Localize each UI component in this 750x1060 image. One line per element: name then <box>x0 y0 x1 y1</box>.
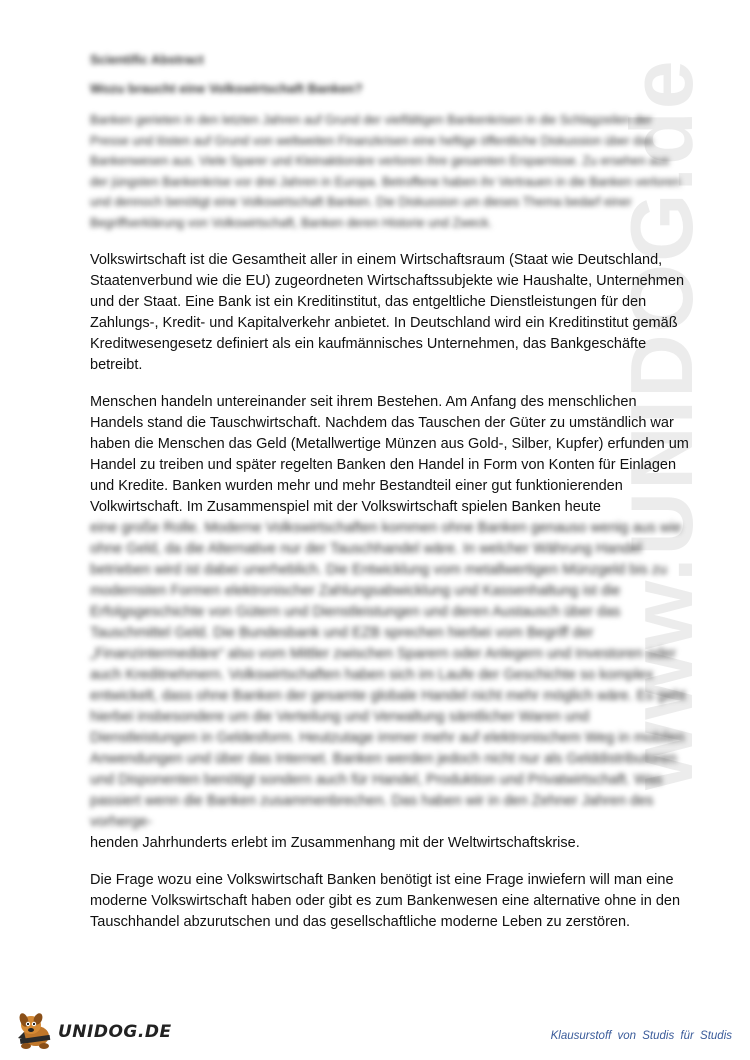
document-body <box>90 52 690 933</box>
paragraph-history <box>90 392 690 854</box>
dog-mascot-icon <box>14 1010 56 1050</box>
paragraph-history-visible: Menschen handeln untereinander seit ihrem Bestehen. Am Anfang des menschlichen Handels stand die Tauschwirtschaft. Nachdem das Tauschen der Güter zu umständlich war haben die Menschen das Geld (Metallwertige Münzen aus Gold-, Silber, Kupfer) erfunden um Handel zu treiben und später regelten Banken den Handel in Form von Konten für Einlagen und Kredite. Banken wurden mehr und mehr Bestandteil einer gut funktionierenden Volkwirtschaft. Im Zusammenspiel mit der Volkswirtschaft spielen Banken heute <box>90 393 689 515</box>
paragraph-history-blurred: eine große Rolle. Moderne Volkswirtschaften kommen ohne Banken genauso wenig aus wie ohne Geld, da die Alternative nur der Tauschhandel wäre. In welcher Währung Handel betrieben wird ist dabei unerheblich. Die Entwicklung vom metallwertigen Münzgeld bis zu modernsten Formen elektronischer Zahlungsabwicklung und Kassenhaltung ist die Erfolgsgeschichte von Gütern und Dienstleistungen und deren Austausch über das Tauschmittel Geld. Die Bundesbank und EZB sprechen hierbei vom Begriff der „Finanzintermediäre“ also vom Mittler zwischen Sparern oder Anlegern und Investoren oder auch Kreditnehmern. Volkswirtschaften haben sich im Laufe der Geschichte so komplex entwickelt, dass ohne Banken der gesamte globale Handel nicht mehr möglich wäre. Es geht hierbei insbesondere um die Verteilung und Verwaltung sämtlicher Waren und Dienstleistungen in Geldesform. Heutzutage immer mehr auf elektronischem Weg in mobilen Anwendungen und über das Internet. Banken werden jedoch nicht nur als Gelddistributoren und Disponenten benötigt sondern auch für Handel, Produktion und Privatwirtschaft. Was passiert wenn die Banken zusammenbrechen. Das haben wir in den Zehner Jahren des vorherge- <box>90 519 686 830</box>
unidog-logo[interactable] <box>14 1010 172 1050</box>
paragraph-definition: Volkswirtschaft ist die Gesamtheit aller in einem Wirtschaftsraum (Staat wie Deutschland, Staatenverbund wie die EU) zugeordneten Wirtschaftssubjekte wie Haushalte, Unternehmen und der Staat. Eine Bank ist ein Kreditinstitut, das entgeltliche Dienstleistungen für den Zahlungs-, Kredit- und Kapitalverkehr anbietet. In Deutschland wird ein Kreditinstitut gemäß Kreditwesengesetz definiert als ein kaufmännisches Unternehmen, das Bankgeschäfte betreibt. <box>90 251 685 373</box>
footer-slogan: Klausurstoff von Studis für Studis <box>550 1030 732 1042</box>
paragraph-conclusion: Die Frage wozu eine Volkswirtschaft Banken benötigt ist eine Frage inwiefern will man eine moderne Volkswirtschaft haben oder gibt es zum Bankenwesen eine alternative ohne in den Tauschhandel abzurutschen und das gesellschaftliche moderne Leben zu zerstören. <box>90 871 681 930</box>
document-title: Scientific Abstract <box>90 52 204 67</box>
abstract-paragraph: Banken gerieten in den letzten Jahren auf Grund der vielfältigen Bankenkrisen in die Schlagzeilen der Presse und lösten auf Grund von weltweiten Finanzkrisen eine heftige öffentliche Diskussion über das Bankenwesen aus. Viele Sparer und Kleinaktionäre verloren ihre gesamten Ersparnisse. Zu ersehen aus der jüngsten Bankenkrise vor drei Jahren in Europa. Betroffene haben ihr Vertrauen in die Banken verloren und dennoch benötigt eine Volkswirtschaft Banken. Die Diskussion um dieses Thema bedarf einer Begriffserklärung von Volkswirtschaft, Banken deren Historie und Zweck. <box>90 113 681 230</box>
paragraph-history-end: henden Jahrhunderts erlebt im Zusammenhang mit der Weltwirtschaftskrise. <box>90 834 580 851</box>
watermark: www.UNIDOG.de <box>612 58 711 790</box>
logo-text: UNIDOG.DE <box>58 1022 172 1042</box>
document-subtitle: Wozu braucht eine Volkswirtschaft Banken? <box>90 81 363 96</box>
